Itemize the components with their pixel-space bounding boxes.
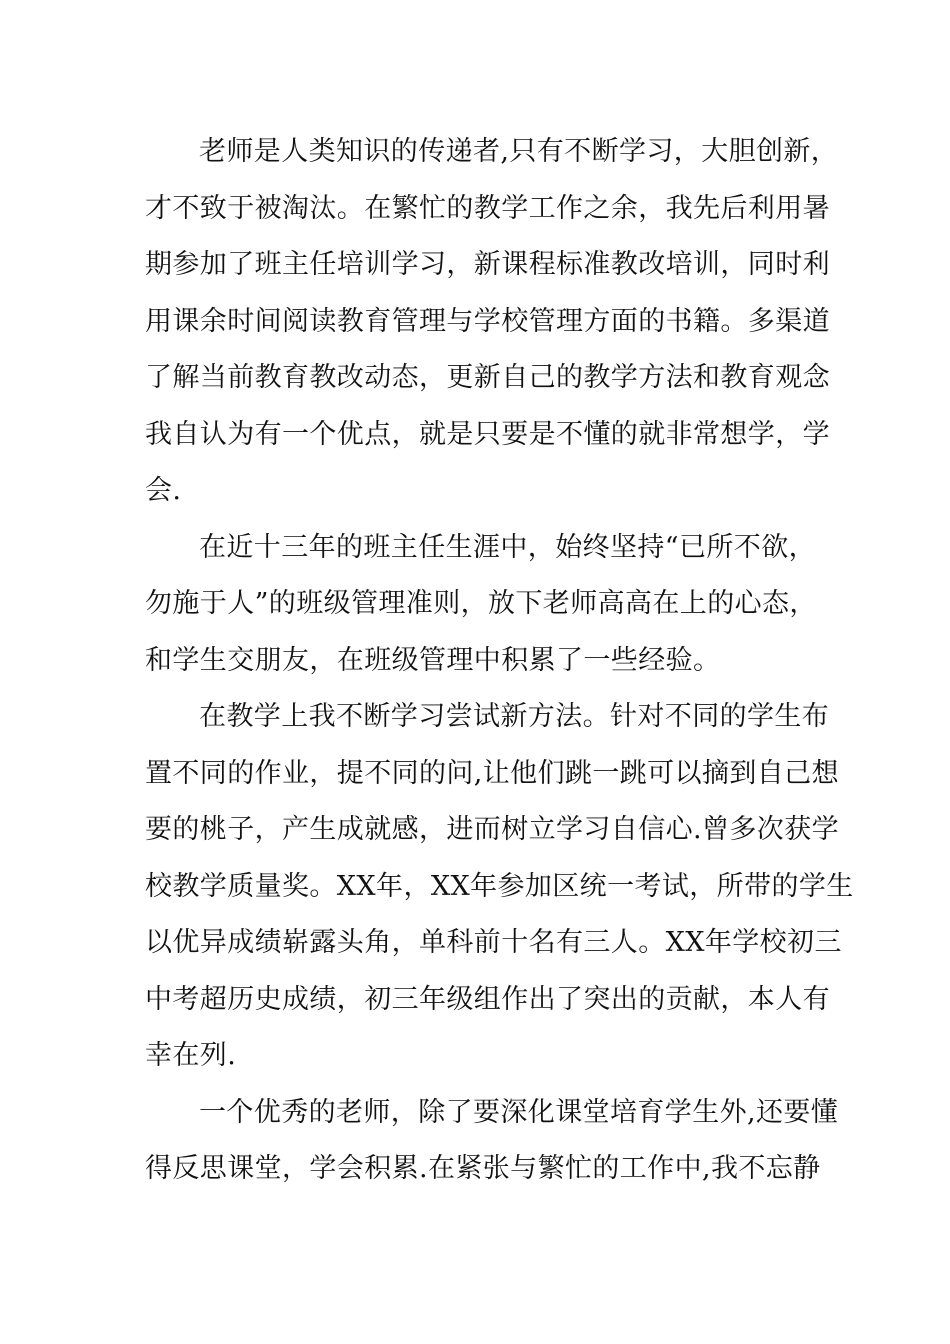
text-line: 在近十三年的班主任生涯中，始终坚持“已所不欲， xyxy=(199,532,817,563)
text-line: 得反思课堂，学会积累.在紧张与繁忙的工作中,我不忘静 xyxy=(145,1153,821,1184)
text-line: 中考超历史成绩，初三年级组作出了突出的贡献，本人有 xyxy=(145,984,830,1015)
text-line: 置不同的作业，提不同的问,让他们跳一跳可以摘到自己想 xyxy=(145,758,839,789)
text-line: 要的桃子，产生成就感，进而树立学习自信心.曾多次获学 xyxy=(145,814,839,845)
text-line: 校教学质量奖。XX年，XX年参加区统一考试，所带的学生 xyxy=(145,871,854,902)
text-line: 勿施于人”的班级管理准则，放下老师高高在上的心态， xyxy=(145,588,817,619)
text-line: 了解当前教育教改动态，更新自己的教学方法和教育观念 xyxy=(145,362,830,393)
text-line: 和学生交朋友，在班级管理中积累了一些经验。 xyxy=(145,645,721,676)
text-line: 才不致于被淘汰。在繁忙的教学工作之余，我先后利用暑 xyxy=(145,193,830,224)
text-line: 期参加了班主任培训学习，新课程标准教改培训，同时利 xyxy=(145,249,830,280)
text-line: 会. xyxy=(145,475,182,506)
text-line: 在教学上我不断学习尝试新方法。针对不同的学生布 xyxy=(199,701,830,732)
text-line: 一个优秀的老师，除了要深化课堂培育学生外,还要懂 xyxy=(199,1097,839,1128)
text-line: 老师是人类知识的传递者,只有不断学习，大胆创新， xyxy=(199,136,839,167)
text-line: 用课余时间阅读教育管理与学校管理方面的书籍。多渠道 xyxy=(145,306,830,337)
text-line: 我自认为有一个优点，就是只要是不懂的就非常想学，学 xyxy=(145,419,830,450)
text-line: 幸在列. xyxy=(145,1040,237,1071)
text-line: 以优异成绩崭露头角，单科前十名有三人。XX年学校初三 xyxy=(145,927,842,958)
